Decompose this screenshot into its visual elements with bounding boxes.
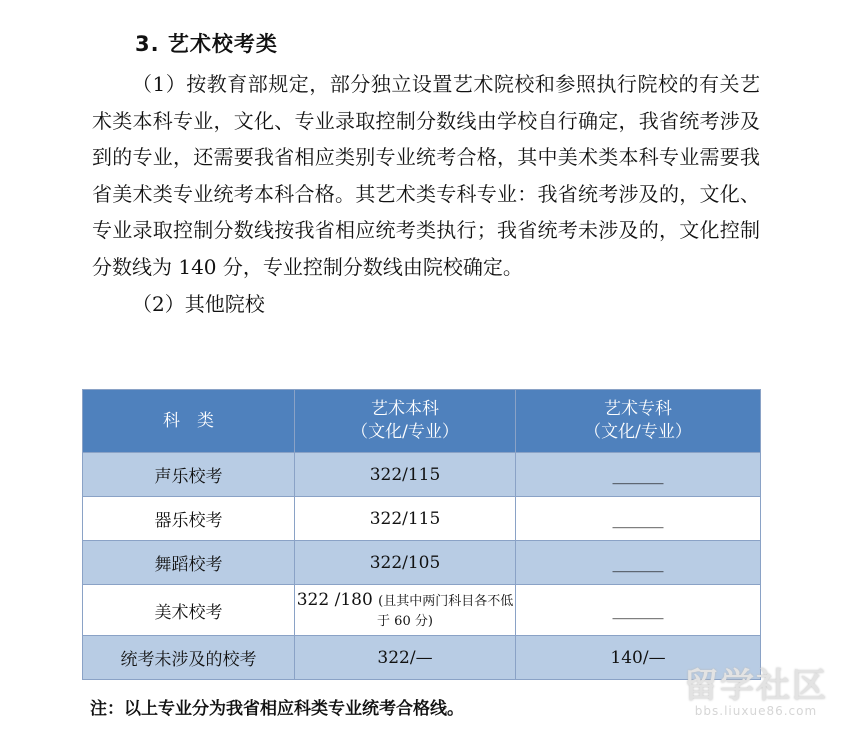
row-category: 舞蹈校考 bbox=[83, 541, 295, 585]
row-category: 统考未涉及的校考 bbox=[83, 636, 295, 680]
row-undergrad bbox=[295, 585, 516, 636]
header-undergrad-subtitle: （文化/专业） bbox=[351, 422, 459, 442]
table-header-row bbox=[83, 390, 761, 453]
table-row bbox=[83, 636, 761, 680]
row-undergrad: 322/— bbox=[295, 636, 516, 680]
table-row bbox=[83, 585, 761, 636]
row-college: ______ bbox=[516, 497, 761, 541]
row-category: 声乐校考 bbox=[83, 453, 295, 497]
watermark-url: bbs.liuxue86.com bbox=[694, 704, 818, 718]
header-undergrad bbox=[295, 390, 516, 453]
score-table bbox=[82, 389, 761, 680]
body-text bbox=[92, 66, 760, 322]
row-college: ______ bbox=[516, 541, 761, 585]
row-college: ______ bbox=[516, 585, 761, 636]
table-row bbox=[83, 497, 761, 541]
header-category: 科 类 bbox=[83, 390, 295, 453]
row-undergrad-note: (且其中两门科目各不低于 60 分) bbox=[377, 594, 514, 629]
footnote: 注：以上专业分为我省相应科类专业统考合格线。 bbox=[90, 699, 464, 719]
row-undergrad-value: 322 /180 bbox=[296, 590, 373, 610]
row-undergrad: 322/115 bbox=[295, 453, 516, 497]
row-category: 器乐校考 bbox=[83, 497, 295, 541]
section-heading: 3. 艺术校考类 bbox=[135, 32, 278, 56]
header-college-title: 艺术专科 bbox=[604, 399, 672, 419]
row-college: ______ bbox=[516, 453, 761, 497]
row-undergrad: 322/105 bbox=[295, 541, 516, 585]
watermark-text: 留学社区 bbox=[684, 666, 828, 706]
watermark-logo bbox=[684, 668, 828, 718]
table-row bbox=[83, 453, 761, 497]
table-row bbox=[83, 541, 761, 585]
header-college bbox=[516, 390, 761, 453]
row-category: 美术校考 bbox=[83, 585, 295, 636]
row-undergrad: 322/115 bbox=[295, 497, 516, 541]
header-college-subtitle: （文化/专业） bbox=[584, 422, 692, 442]
header-undergrad-title: 艺术本科 bbox=[371, 399, 439, 419]
paragraph-1: （1）按教育部规定，部分独立设置艺术院校和参照执行院校的有关艺术类本科专业，文化、专业录取控制分数线由学校自行确定，我省统考涉及到的专业，还需要我省相应类别专业统考合格，其中美术类本科专业需要我省美术类专业统考本科合格。其艺术类专科专业：我省统考涉及的，文化、专业录取控制分数线按我省相应统考类执行；我省统考未涉及的，文化控制分数线为 140 分，专业控制分数线由院校确定。 bbox=[92, 72, 760, 279]
paragraph-2: （2）其他院校 bbox=[132, 291, 265, 316]
row-college: 140/— bbox=[516, 636, 761, 680]
